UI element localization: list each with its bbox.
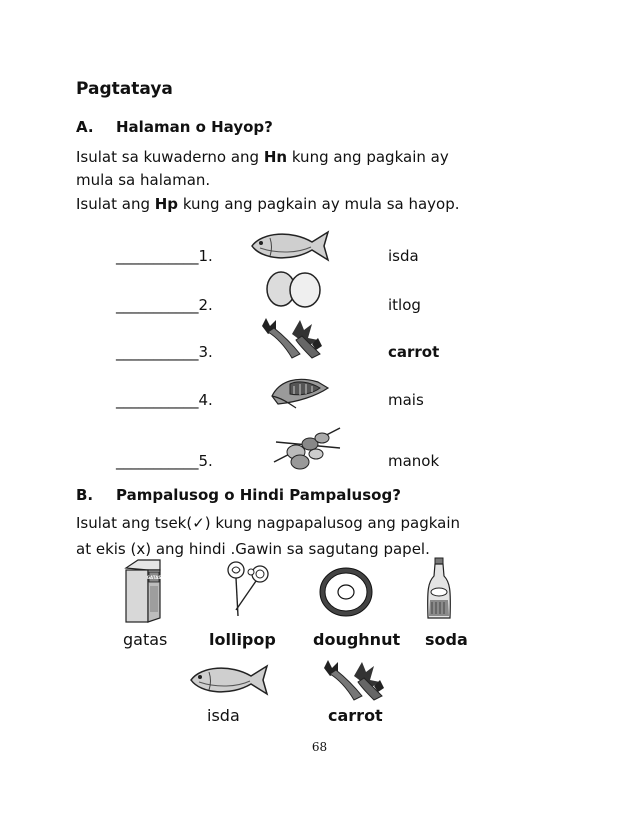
section-b-instruction-line-2: at ekis (x) ang hindi .Gawin sa sagutang papel.: [76, 540, 430, 558]
section-b-letter: B.: [76, 486, 94, 504]
soda-bottle-icon: [424, 556, 454, 622]
item-word-2: itlog: [388, 296, 421, 314]
lollipop-icon: [220, 560, 272, 618]
answer-blank-5[interactable]: ___________5.: [116, 452, 213, 470]
fish-icon: [248, 226, 330, 266]
instruction-code-hp: Hp: [154, 195, 179, 213]
instruction-code-hn: Hn: [263, 148, 288, 166]
food-label-isda: isda: [207, 706, 240, 725]
instruction-text: Isulat ang: [76, 195, 155, 213]
milk-box-label: GATAS: [146, 575, 162, 580]
item-word-1: isda: [388, 247, 419, 265]
page-title: Pagtataya: [76, 79, 173, 99]
food-label-lollipop: lollipop: [209, 630, 276, 649]
food-label-carrot: carrot: [328, 706, 383, 725]
instruction-text: kung ang pagkain ay mula sa hayop.: [178, 195, 460, 213]
food-label-doughnut: doughnut: [313, 630, 401, 649]
item-word-3: carrot: [388, 343, 440, 361]
instruction-text: Isulat sa kuwaderno ang: [76, 148, 264, 166]
doughnut-icon: [318, 566, 374, 618]
answer-blank-3[interactable]: ___________3.: [116, 343, 213, 361]
section-a-title: Halaman o Hayop?: [116, 118, 273, 136]
page-number: 68: [311, 740, 328, 754]
food-label-gatas: gatas: [123, 630, 168, 649]
corn-icon: [268, 370, 332, 410]
food-label-soda: soda: [425, 630, 468, 649]
section-b-heading: [76, 486, 401, 504]
chicken-skewer-icon: [270, 422, 344, 472]
instruction-text: kung ang pagkain ay: [287, 148, 449, 166]
item-word-5: manok: [388, 452, 440, 470]
fish-icon: [186, 660, 270, 700]
carrot-icon: [256, 314, 326, 360]
item-word-4: mais: [388, 391, 424, 409]
carrot-icon: [318, 656, 388, 702]
section-a-instruction-line-1: [76, 146, 449, 168]
section-a-letter: A.: [76, 118, 94, 136]
section-a-heading: [76, 118, 273, 136]
answer-blank-1[interactable]: ___________1.: [116, 247, 213, 265]
answer-blank-4[interactable]: ___________4.: [116, 391, 213, 409]
eggs-icon: [263, 266, 325, 308]
answer-blank-2[interactable]: ___________2.: [116, 296, 213, 314]
milk-carton-icon: [120, 558, 166, 624]
section-b-instruction-line-1: Isulat ang tsek(✓) kung nagpapalusog ang pagkain: [76, 514, 461, 532]
section-a-instruction-line-2: mula sa halaman.: [76, 171, 211, 189]
section-b-title: Pampalusog o Hindi Pampalusog?: [116, 486, 401, 504]
section-a-instruction-line-3: [76, 193, 460, 215]
